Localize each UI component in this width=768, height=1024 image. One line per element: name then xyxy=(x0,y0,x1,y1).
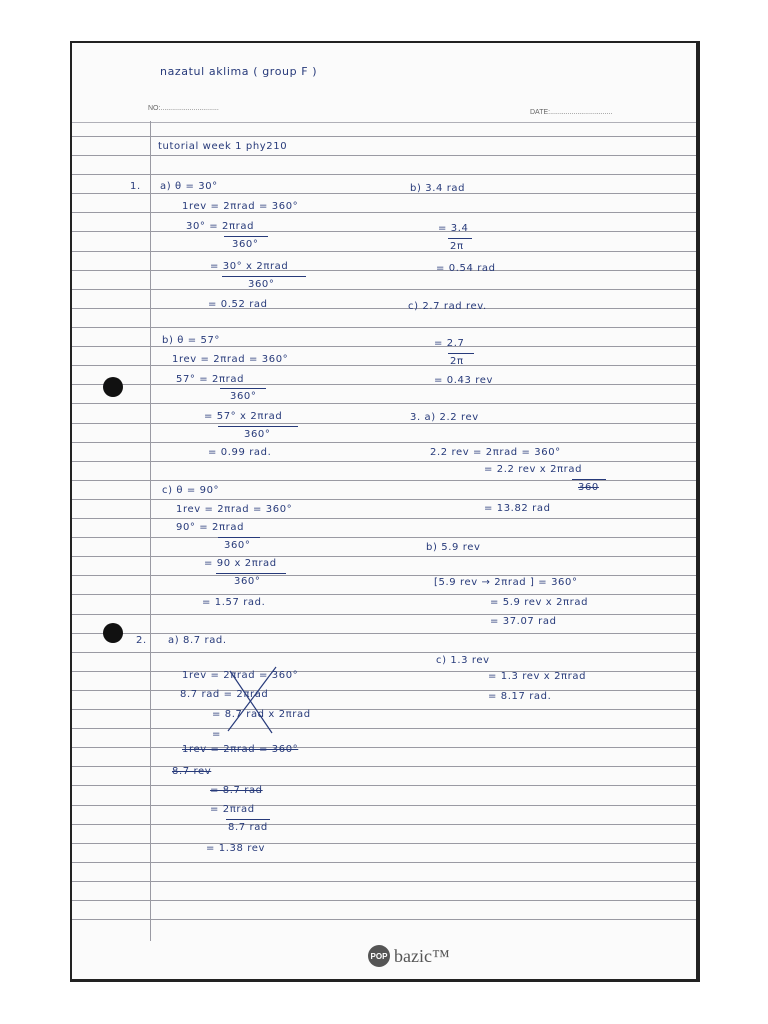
ruled-line xyxy=(72,461,696,462)
student-name: nazatul aklima ( group F ) xyxy=(160,65,318,78)
ruled-line xyxy=(72,594,696,595)
line-item: 2.2 rev = 2πrad = 360° xyxy=(430,447,561,458)
line-item: 2π xyxy=(450,241,464,252)
line-item: = 0.52 rad xyxy=(208,299,268,310)
crossed-out-work xyxy=(222,663,282,735)
line-item: 1rev = 2πrad = 360° xyxy=(176,504,293,515)
ruled-line xyxy=(72,575,696,576)
ruled-line xyxy=(72,365,696,366)
line-item: 2π xyxy=(450,356,464,367)
ruled-line xyxy=(72,728,696,729)
ruled-line xyxy=(72,518,696,519)
ruled-line xyxy=(72,805,696,806)
fraction-bar xyxy=(222,276,306,277)
line-item: = 30° x 2πrad xyxy=(210,261,289,272)
ruled-line xyxy=(72,384,696,385)
line-item: [5.9 rev → 2πrad ] = 360° xyxy=(434,577,578,588)
ruled-line xyxy=(72,614,696,615)
line-item: 57° = 2πrad xyxy=(176,374,245,385)
line-item: = 2.7 xyxy=(434,338,465,349)
binder-hole xyxy=(103,377,123,397)
line-item: = 2πrad xyxy=(210,804,255,815)
struck-line: 8.7 rev xyxy=(172,766,212,777)
line-item: 1rev = 2πrad = 360° xyxy=(182,670,299,681)
fraction-bar xyxy=(448,353,474,354)
brand-logo xyxy=(368,945,450,967)
brand-badge: POP xyxy=(368,945,390,967)
ruled-line xyxy=(72,403,696,404)
page-title: tutorial week 1 phy210 xyxy=(158,141,288,152)
ruled-line xyxy=(72,747,696,748)
ruled-line xyxy=(72,136,696,137)
line-item: b) θ = 57° xyxy=(162,335,221,346)
line-item: = 0.99 rad. xyxy=(208,447,272,458)
margin-line xyxy=(150,121,151,941)
fraction-bar xyxy=(218,537,260,538)
line-item: = 1.38 rev xyxy=(206,843,265,854)
line-item: = 3.4 xyxy=(438,223,469,234)
line-item: 360° xyxy=(230,391,257,402)
struck-line: 1rev = 2πrad = 360° xyxy=(182,744,299,755)
ruled-line xyxy=(72,155,696,156)
fraction-bar xyxy=(218,426,298,427)
question-number-1: 1. xyxy=(130,181,141,192)
line-item: = 2.2 rev x 2πrad xyxy=(484,464,583,475)
line-item: = xyxy=(212,729,221,740)
ruled-line xyxy=(72,671,696,672)
line-item: 1rev = 2πrad = 360° xyxy=(172,354,289,365)
ruled-line xyxy=(72,289,696,290)
ruled-line xyxy=(72,327,696,328)
fraction-bar xyxy=(220,388,266,389)
line-item: 3. a) 2.2 rev xyxy=(410,412,479,423)
line-item: 360° xyxy=(248,279,275,290)
ruled-line xyxy=(72,251,696,252)
question-number-2: 2. xyxy=(136,635,147,646)
ruled-line xyxy=(72,881,696,882)
ruled-line xyxy=(72,537,696,538)
ruled-line xyxy=(72,308,696,309)
line-item: c) 2.7 rad rev. xyxy=(408,301,487,312)
brand-name: bazic™ xyxy=(394,945,450,966)
line-item: 360° xyxy=(234,576,261,587)
ruled-line xyxy=(72,556,696,557)
ruled-line xyxy=(72,785,696,786)
line-item: 360° xyxy=(244,429,271,440)
line-item: = 0.43 rev xyxy=(434,375,493,386)
fraction-bar xyxy=(224,236,268,237)
line-item: 1rev = 2πrad = 360° xyxy=(182,201,299,212)
line-item: = 8.17 rad. xyxy=(488,691,552,702)
line-item: 360° xyxy=(232,239,259,250)
line-item: 8.7 rad xyxy=(228,822,268,833)
header-rule xyxy=(72,122,696,123)
ruled-line xyxy=(72,193,696,194)
line-item: = 90 x 2πrad xyxy=(204,558,277,569)
ruled-line xyxy=(72,900,696,901)
ruled-line xyxy=(72,423,696,424)
fraction-bar xyxy=(448,238,472,239)
notebook-page xyxy=(72,43,696,979)
line-item: 30° = 2πrad xyxy=(186,221,255,232)
no-label: NO:.............................. xyxy=(148,105,219,112)
binder-hole xyxy=(103,623,123,643)
ruled-line xyxy=(72,346,696,347)
ruled-line xyxy=(72,919,696,920)
ruled-line xyxy=(72,690,696,691)
ruled-line xyxy=(72,652,696,653)
ruled-line xyxy=(72,480,696,481)
line-item: = 1.3 rev x 2πrad xyxy=(488,671,587,682)
struck-line: = 8.7 rad xyxy=(210,785,263,796)
ruled-line xyxy=(72,633,696,634)
struck-line: 360 xyxy=(578,482,599,493)
line-item: b) 5.9 rev xyxy=(426,542,481,553)
line-item: = 57° x 2πrad xyxy=(204,411,283,422)
ruled-line xyxy=(72,212,696,213)
line-item: a) θ = 30° xyxy=(160,181,218,192)
line-item: = 1.57 rad. xyxy=(202,597,266,608)
line-item: 8.7 rad = 2πrad xyxy=(180,689,269,700)
line-item: 360° xyxy=(224,540,251,551)
ruled-line xyxy=(72,174,696,175)
ruled-line xyxy=(72,270,696,271)
fraction-bar xyxy=(226,819,270,820)
line-item: b) 3.4 rad xyxy=(410,183,466,194)
ruled-line xyxy=(72,499,696,500)
ruled-line xyxy=(72,709,696,710)
ruled-line xyxy=(72,442,696,443)
line-item: 90° = 2πrad xyxy=(176,522,245,533)
ruled-line xyxy=(72,231,696,232)
line-item: = 37.07 rad xyxy=(490,616,557,627)
line-item: = 8.7 rad x 2πrad xyxy=(212,709,311,720)
ruled-line xyxy=(72,766,696,767)
ruled-line xyxy=(72,824,696,825)
ruled-line xyxy=(72,862,696,863)
line-item: = 5.9 rev x 2πrad xyxy=(490,597,589,608)
fraction-bar xyxy=(216,573,286,574)
line-item: c) θ = 90° xyxy=(162,485,220,496)
date-label: DATE:................................ xyxy=(530,109,613,116)
fraction-bar xyxy=(572,479,606,480)
ruled-line xyxy=(72,843,696,844)
line-item: a) 8.7 rad. xyxy=(168,635,227,646)
line-item: c) 1.3 rev xyxy=(436,655,490,666)
line-item: = 13.82 rad xyxy=(484,503,551,514)
line-item: = 0.54 rad xyxy=(436,263,496,274)
